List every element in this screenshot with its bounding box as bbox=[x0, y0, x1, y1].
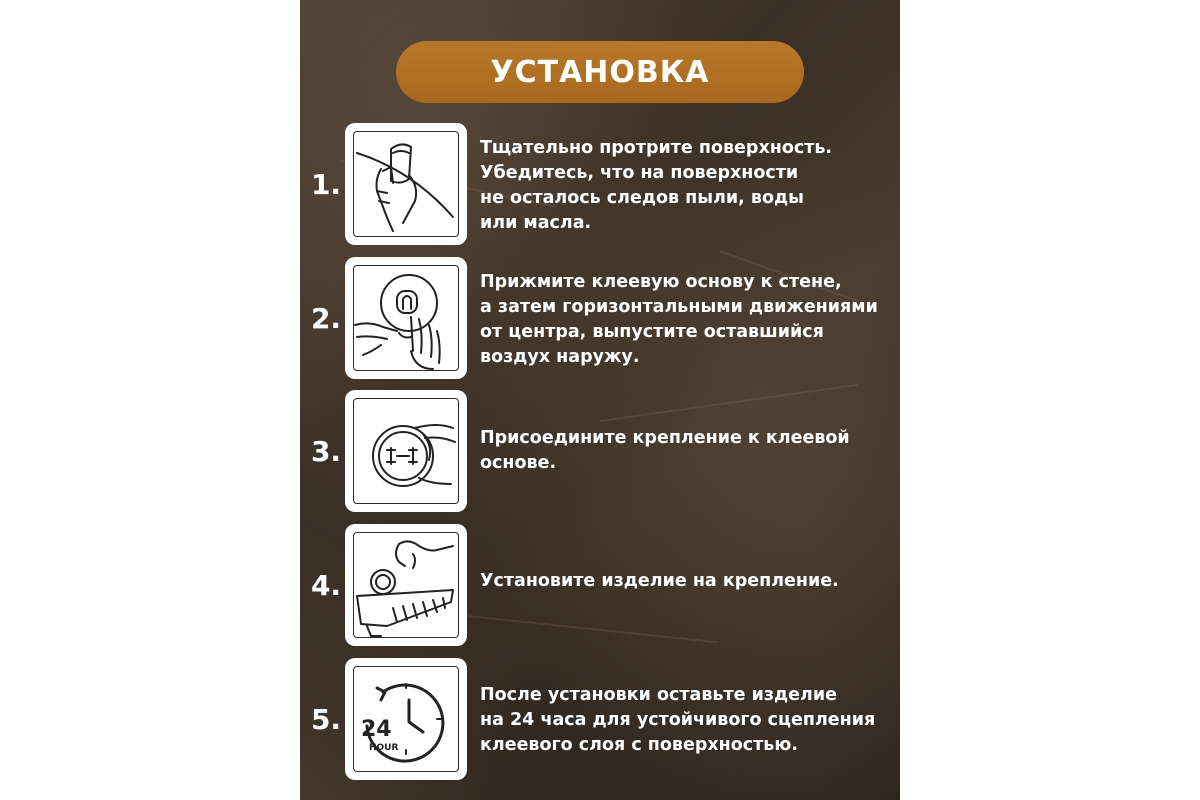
step-text: Прижмите клеевую основу к стене, а затем горизонтальными движениями от центра, выпустите оставшийся воздух наружу. bbox=[480, 272, 878, 367]
step-4 bbox=[300, 524, 900, 646]
step-text: Присоедините крепление к клеевой основе. bbox=[480, 428, 850, 473]
step-icon-box bbox=[345, 524, 467, 646]
step-2 bbox=[300, 257, 900, 379]
clock-number: 24 bbox=[361, 717, 392, 742]
step-5 bbox=[300, 658, 900, 780]
step-number: 2. bbox=[310, 301, 342, 335]
step-text: Тщательно протрите поверхность. Убедитесь, что на поверхности не осталось следов пыли, воды или масла. bbox=[480, 138, 833, 233]
step-text: После установки оставьте изделие на 24 часа для устойчивого сцепления клеевого слоя с поверхностью. bbox=[480, 685, 876, 755]
attach-mount-icon bbox=[353, 398, 459, 504]
instruction-panel bbox=[300, 0, 900, 800]
step-icon-box bbox=[345, 390, 467, 512]
step-text: Установите изделие на крепление. bbox=[480, 571, 839, 591]
step-icon-box bbox=[345, 658, 467, 780]
wipe-surface-icon bbox=[353, 131, 459, 237]
step-number: 4. bbox=[310, 568, 342, 602]
install-shelf-icon bbox=[353, 532, 459, 638]
title-banner bbox=[396, 41, 804, 103]
page-title: УСТАНОВКА bbox=[490, 54, 710, 90]
clock-unit: HOUR bbox=[369, 743, 399, 753]
clock-24-hour-icon bbox=[353, 666, 459, 772]
step-number: 1. bbox=[310, 167, 342, 201]
step-icon-box bbox=[345, 123, 467, 245]
press-adhesive-icon bbox=[353, 265, 459, 371]
step-number: 3. bbox=[310, 434, 342, 468]
step-3 bbox=[300, 390, 900, 512]
step-icon-box bbox=[345, 257, 467, 379]
step-number: 5. bbox=[310, 702, 342, 736]
step-1 bbox=[300, 123, 900, 245]
